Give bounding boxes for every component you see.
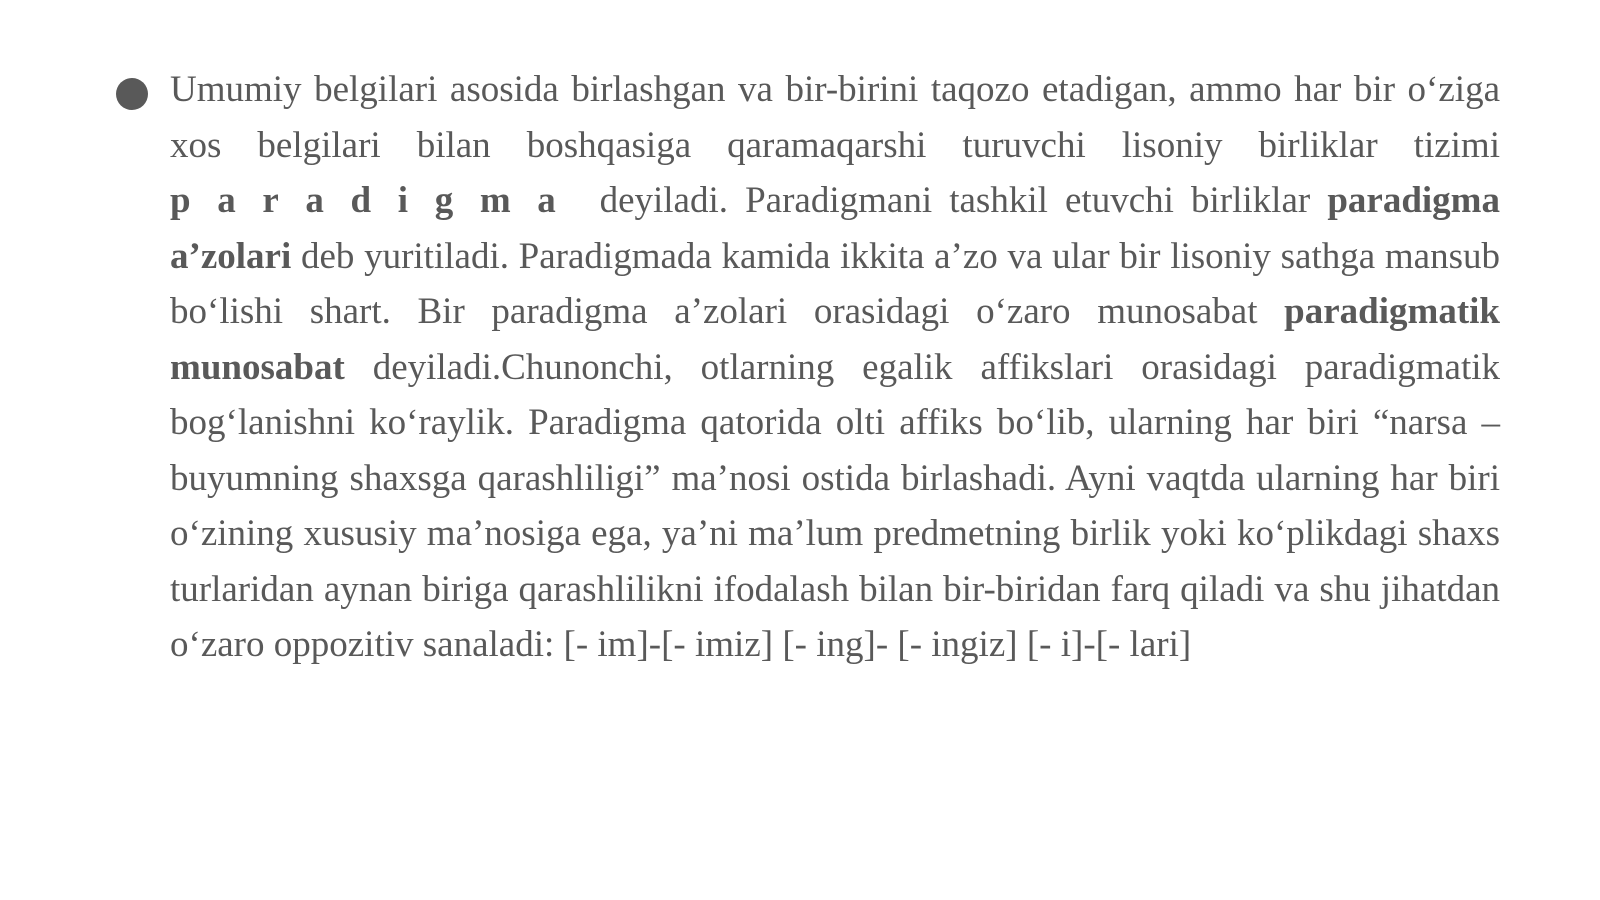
term-paradigma-azolari: paradigma a’zolari <box>170 180 1500 277</box>
bullet-paragraph <box>170 62 1500 673</box>
text-segment-deyiladi: deyiladi. Paradigmani tashkil etuvchi birliklar <box>582 180 1328 221</box>
text-segment-intro: Umumiy belgilari asosida birlashgan va bir-birini taqozo etadigan, ammo har bir o‘ziga xos belgilari bilan boshqasiga qaramaqarshi turuvchi lisoniy birliklar tizimi <box>170 69 1500 166</box>
term-paradigma: paradigma <box>170 180 583 221</box>
text-segment-examples: deyiladi.Chunonchi, otlarning egalik affikslari orasidagi paradigmatik bog‘lanishni ko‘raylik. Paradigma qatorida olti affiks bo‘lib, ularning har biri “narsa – buyumning shaxsga qarashliligi” ma’nosi ostida birlashadi. Ayni vaqtda ularning har biri o‘zining xususiy ma’nosiga ega, ya’ni ma’lum predmetning birlik yoki ko‘plikdagi shaxs turlaridan aynan biriga qarashlilikni ifodalash bilan bir-biridan farq qiladi va shu jihatdan o‘zaro oppozitiv sanaladi: [- im]-[- imiz] [- ing]- [- ingiz] [- i]-[- lari] <box>170 346 1500 665</box>
text-segment-members: deb yuritiladi. Paradigmada kamida ikkita a’zo va ular bir lisoniy sathga mansub bo‘lishi shart. Bir paradigma a’zolari orasidagi o‘zaro munosabat <box>170 235 1500 332</box>
term-paradigmatik-munosabat: paradigmatik munosabat <box>170 291 1500 388</box>
bullet-dot-icon <box>116 78 148 110</box>
